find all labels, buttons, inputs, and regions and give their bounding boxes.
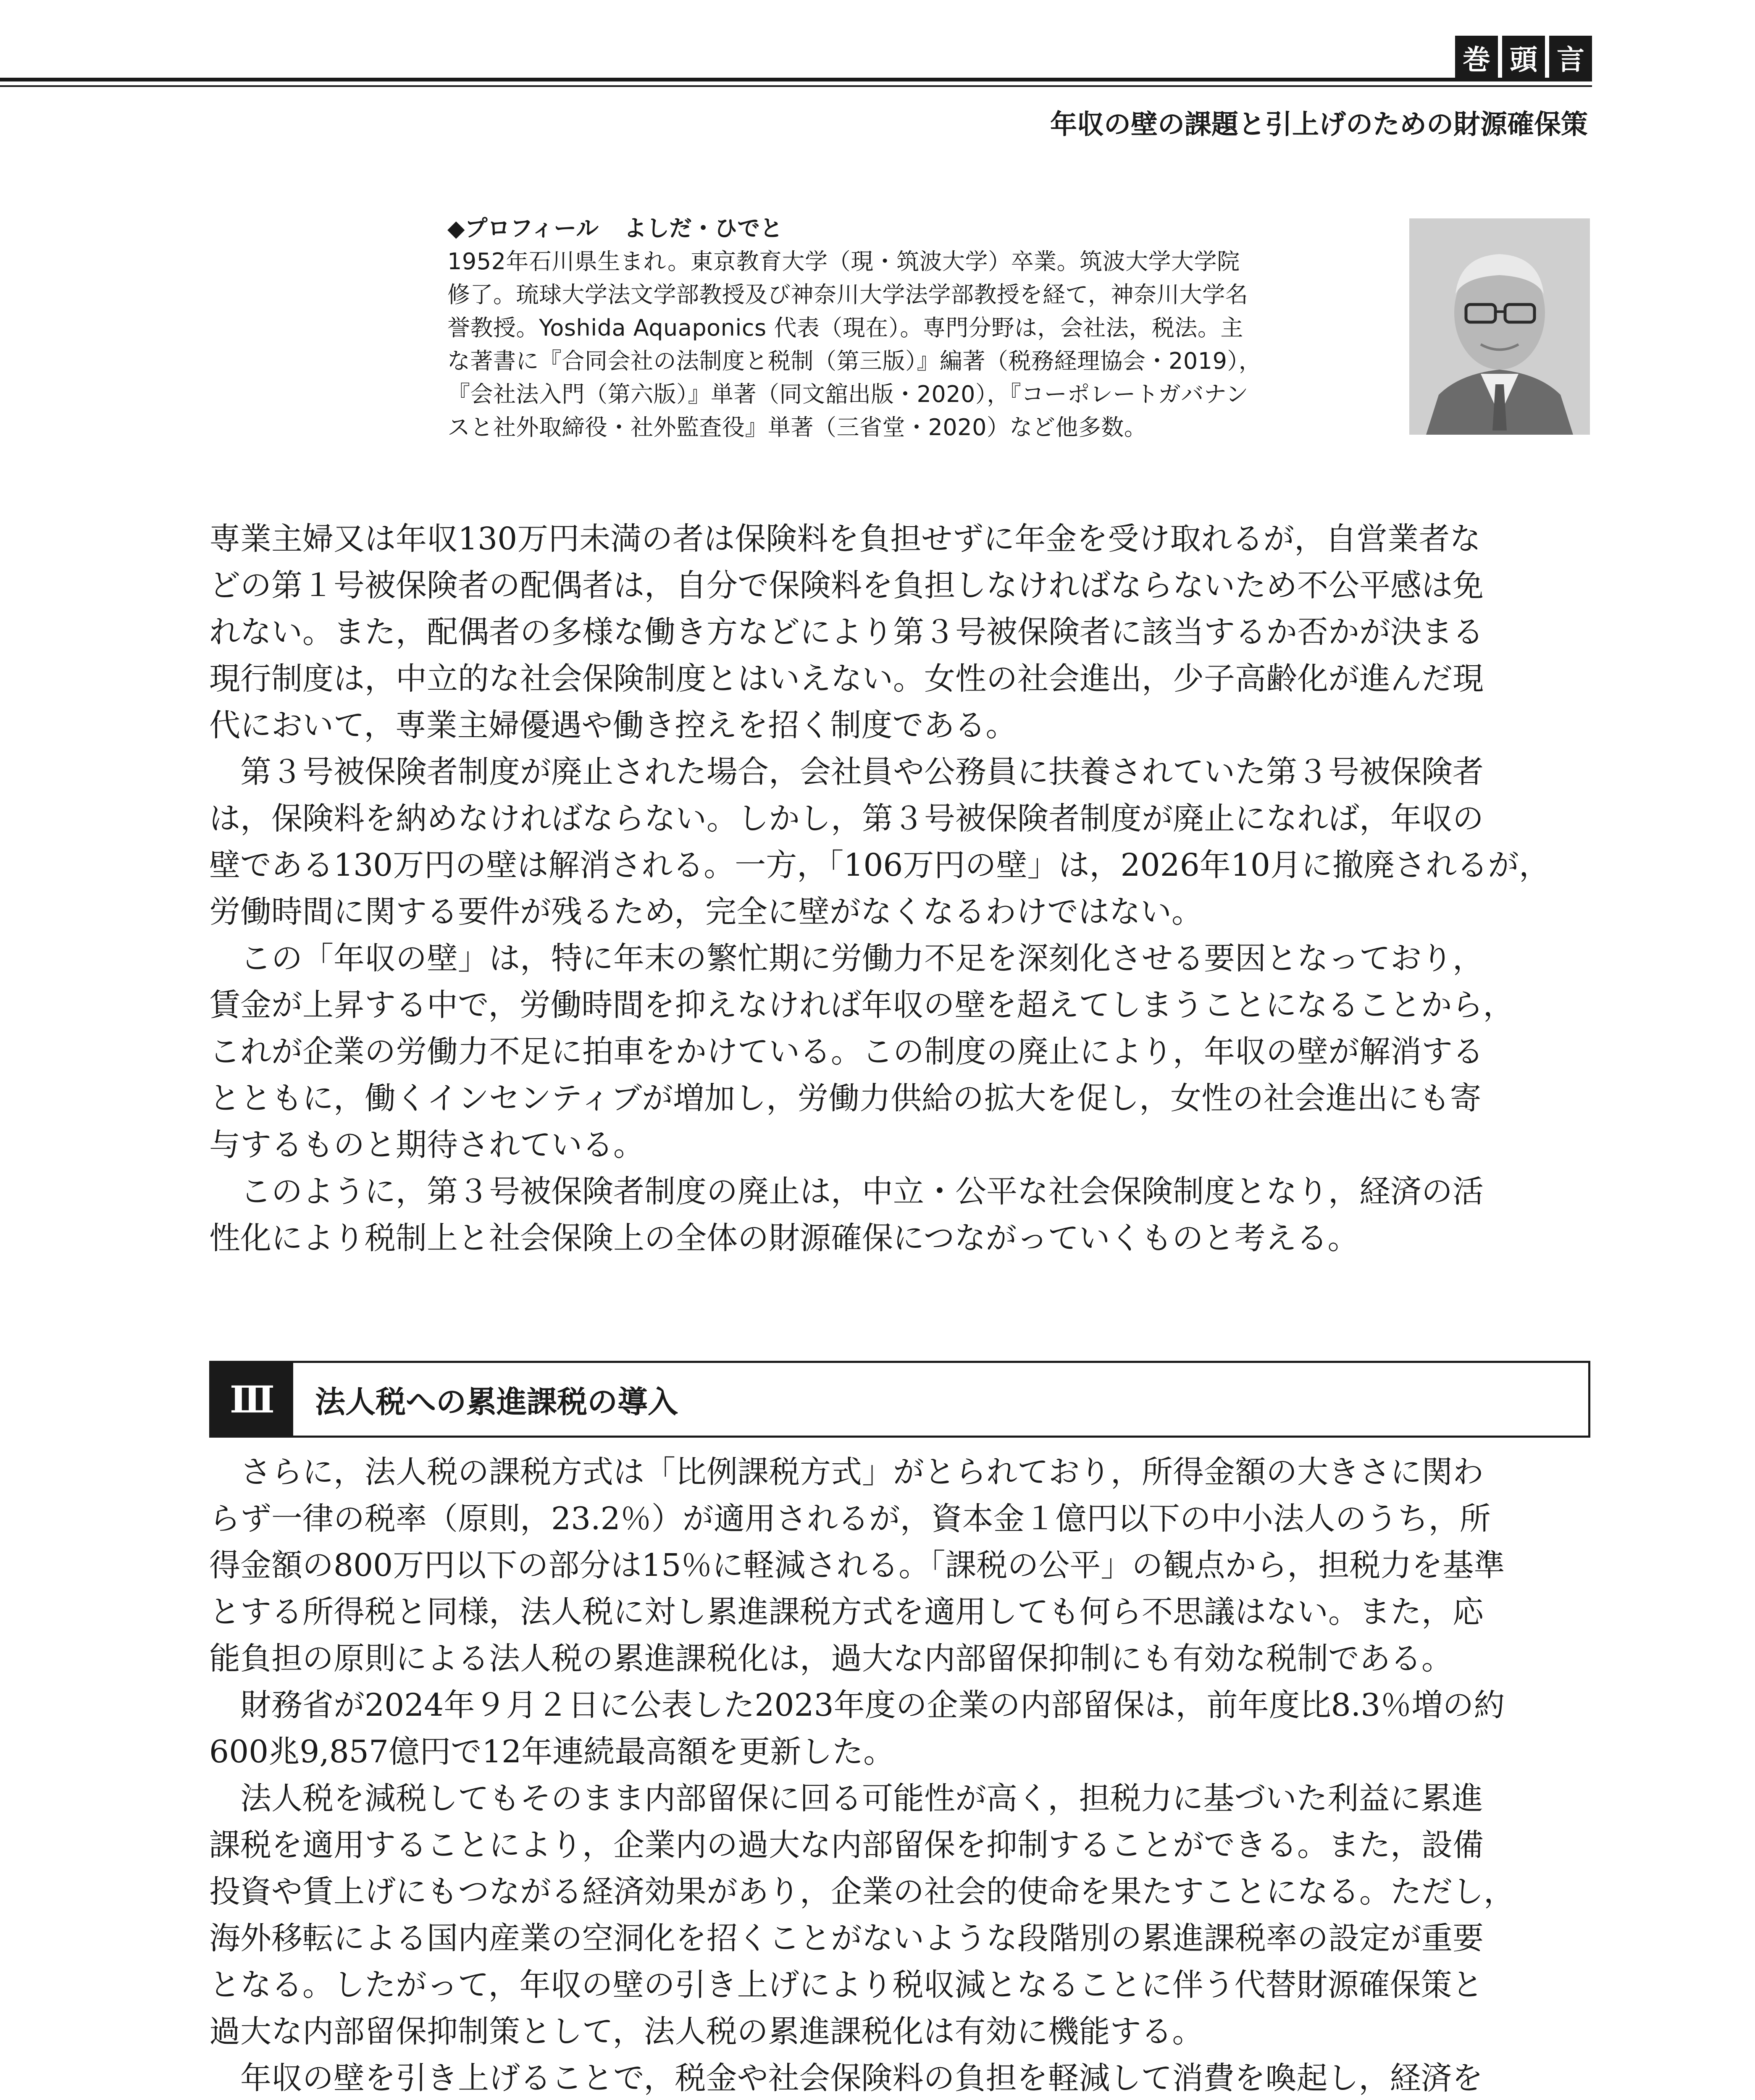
author-photo [1409,218,1590,435]
text-line: 投資や賃上げにもつながる経済効果があり，企業の社会的使命を果たすことになる。ただし， [209,1874,1515,1910]
paragraph [209,935,1595,1168]
text-line: 課税を適用することにより，企業内の過大な内部留保を抑制することができる。また，設備 [209,1827,1484,1863]
paragraph [209,1449,1595,1682]
author-name: よしだ・ひでと [624,215,783,242]
body-text-part1 [209,516,1595,1262]
paragraph [209,749,1595,935]
text-line: 海外移転による国内産業の空洞化を招くことがないような段階別の累進課税率の設定が重要 [209,1920,1484,1956]
profile-heading-label: ◆プロフィール [447,215,599,242]
text-line: このように，第３号被保険者制度の廃止は，中立・公平な社会保険制度となり，経済の活 [209,1173,1484,1210]
text-line: 財務省が2024年９月２日に公表した2023年度の企業の内部留保は，前年度比8.3％増の約 [209,1687,1505,1723]
text-line: 600兆9,857億円で12年連続最高額を更新した。 [209,1734,895,1770]
profile-heading [447,212,1371,245]
text-line: 得金額の800万円以下の部分は15％に軽減される。「課税の公平」の観点から，担税力を基準 [209,1547,1505,1583]
text-line: さらに，法人税の課税方式は「比例課税方式」がとられており，所得金額の大きさに関わ [209,1454,1484,1490]
profile-line: 1952年石川県生まれ。東京教育大学（現・筑波大学）卒業。筑波大学大学院 [447,248,1240,275]
profile-line: 『会社法入門（第六版）』単著（同文舘出版・2020），『コーポレートガバナン [447,381,1249,407]
text-line: どの第１号被保険者の配偶者は，自分で保険料を負担しなければならないため不公平感は免 [209,567,1484,604]
profile-line: 誉教授。Yoshida Aquaponics 代表（現在）。専門分野は，会社法，税法。主 [447,315,1243,341]
paragraph [209,1682,1595,1775]
text-line: 法人税を減税してもそのまま内部留保に回る可能性が高く，担税力に基づいた利益に累進 [209,1780,1483,1816]
text-line: 代において，専業主婦優遇や働き控えを招く制度である。 [209,707,1017,743]
text-line: れない。また，配偶者の多様な働き方などにより第３号被保険者に該当するか否かが決まる [209,614,1484,650]
body-text-part2 [209,1449,1595,2100]
header-rule-thin [0,85,1592,87]
text-line: らず一律の税率（原則，23.2％）が適用されるが，資本金１億円以下の中小法人のうち，所 [209,1501,1491,1537]
text-line: 与するものと期待されている。 [209,1127,644,1163]
section-tag-char: 言 [1549,36,1592,79]
text-line: とする所得税と同様，法人税に対し累進課税方式を適用しても何ら不思議はない。また，応 [209,1594,1484,1630]
text-line: 能負担の原則による法人税の累進課税化は，過大な内部留保抑制にも有効な税制である。 [209,1641,1453,1677]
text-line: となる。したがって，年収の壁の引き上げにより税収減となることに伴う代替財源確保策と [209,1967,1483,2003]
profile-line: な著書に『合同会社の法制度と税制（第三版）』編著（税務経理協会・2019）， [447,348,1262,374]
author-profile [447,212,1371,444]
text-line: これが企業の労働力不足に拍車をかけている。この制度の廃止により，年収の壁が解消する [209,1034,1484,1070]
header-rule [0,78,1592,81]
section-title: 法人税への累進課税の導入 [315,1384,678,1420]
paragraph [209,516,1595,749]
profile-line: 修了。琉球大学法文学部教授及び神奈川大学法学部教授を経て，神奈川大学名 [447,281,1248,308]
paragraph [209,2055,1595,2100]
section-numeral: Ⅲ [211,1363,293,1436]
text-line: は，保険料を納めなければならない。しかし，第３号被保険者制度が廃止になれば，年収の [209,801,1484,837]
section-tag [1455,36,1592,79]
text-line: とともに，働くインセンティブが増加し，労働力供給の拡大を促し，女性の社会進出にも寄 [209,1080,1482,1116]
section-heading [209,1361,1590,1438]
author-portrait-image [1409,218,1590,435]
running-title: 年収の壁の課題と引上げのための財源確保策 [1050,109,1588,140]
text-line: 過大な内部留保抑制策として，法人税の累進課税化は有効に機能する。 [209,2013,1203,2050]
section-tag-char: 頭 [1502,36,1545,79]
text-line: 壁である130万円の壁は解消される。一方，「106万円の壁」は，2026年10月に撤廃されるが， [209,847,1550,883]
text-line: 性化により税制上と社会保険上の全体の財源確保につながっていくものと考える。 [209,1220,1359,1256]
section-tag-char: 巻 [1455,36,1498,79]
text-line: 賃金が上昇する中で，労働時間を抑えなければ年収の壁を超えてしまうことになることから， [209,987,1514,1023]
text-line: 労働時間に関する要件が残るため，完全に壁がなくなるわけではない。 [209,894,1203,930]
text-line: 現行制度は，中立的な社会保険制度とはいえない。女性の社会進出，少子高齢化が進んだ現 [209,661,1484,697]
paragraph [209,1775,1595,2055]
text-line: 専業主婦又は年収130万円未満の者は保険料を負担せずに年金を受け取れるが，自営業者な [209,521,1481,557]
profile-line: スと社外取締役・社外監査役』単著（三省堂・2020）など他多数。 [447,414,1147,441]
text-line: 年収の壁を引き上げることで，税金や社会保険料の負担を軽減して消費を喚起し，経済を [209,2060,1483,2096]
text-line: 第３号被保険者制度が廃止された場合，会社員や公務員に扶養されていた第３号被保険者 [209,754,1484,790]
text-line: この「年収の壁」は，特に年末の繁忙期に労働力不足を深刻化させる要因となっており， [209,940,1484,976]
paragraph [209,1168,1595,1262]
